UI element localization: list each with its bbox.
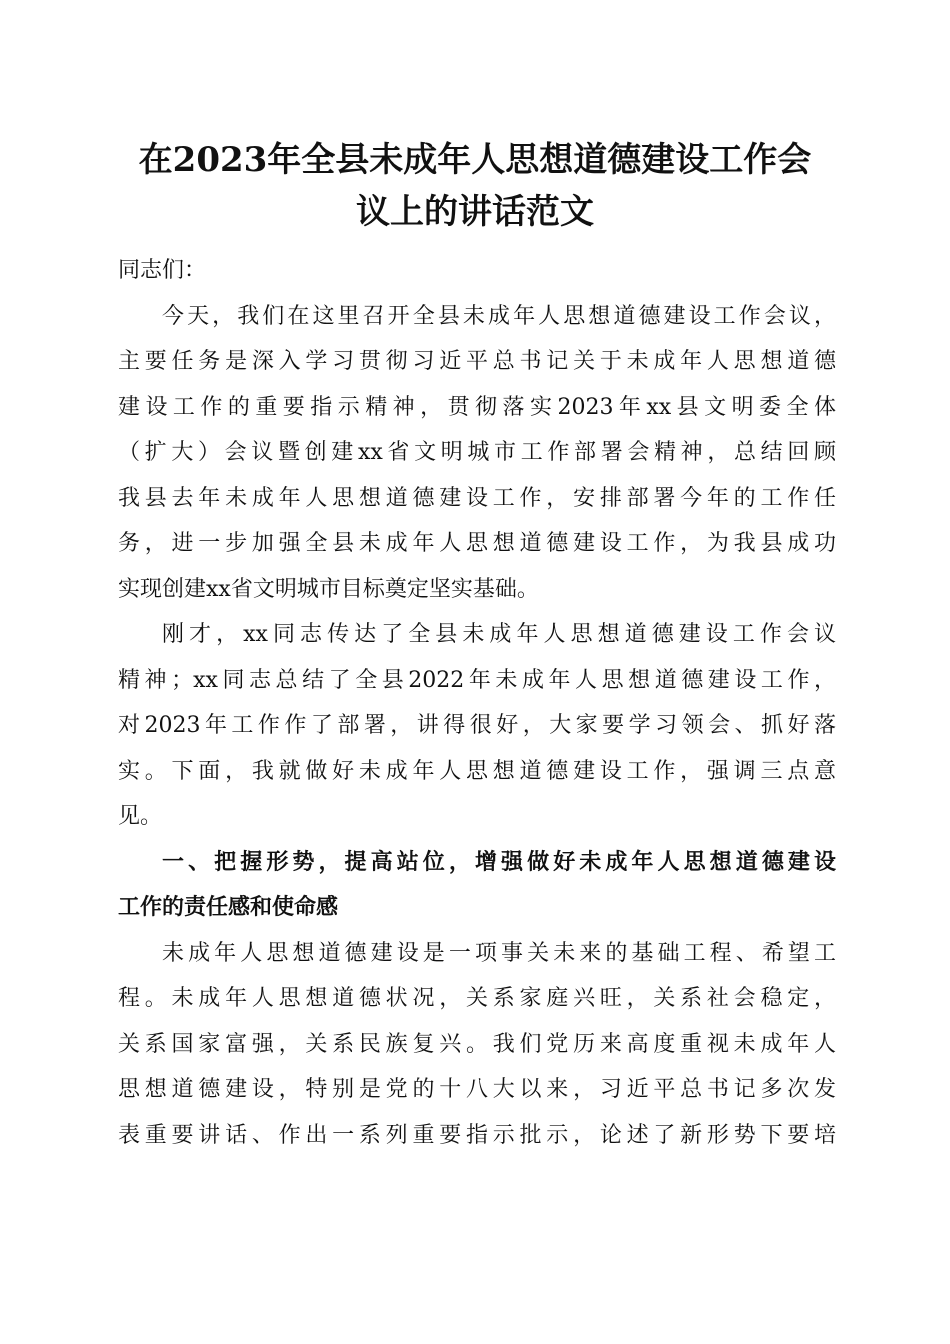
paragraph-line: 程。未成年人思想道德状况，关系家庭兴旺，关系社会稳定，: [118, 986, 836, 1011]
paragraph-line: 未成年人思想道德建设是一项事关未来的基础工程、希望工: [162, 940, 836, 966]
section-heading-1: [118, 840, 836, 931]
salutation: 同志们：: [118, 258, 207, 283]
paragraph-line: 对2023年工作作了部署，讲得很好，大家要学习领会、抓好落: [118, 713, 836, 738]
paragraph-line: 思想道德建设，特别是党的十八大以来，习近平总书记多次发: [118, 1077, 836, 1102]
heading-line: 一、把握形势，提高站位，增强做好未成年人思想道德建设: [162, 849, 836, 875]
paragraph-2: [118, 612, 836, 840]
paragraph-line: 今天，我们在这里召开全县未成年人思想道德建设工作会议，: [162, 303, 836, 329]
paragraph-line: 实现创建xx省文明城市目标奠定坚实基础。: [118, 576, 539, 602]
paragraph-1: [118, 294, 836, 613]
paragraph-line: 主要任务是深入学习贯彻习近平总书记关于未成年人思想道德: [118, 349, 836, 374]
paragraph-line: 我县去年未成年人思想道德建设工作，安排部署今年的工作任: [118, 485, 836, 511]
paragraph-line: 表重要讲话、作出一系列重要指示批示，论述了新形势下要培: [118, 1122, 836, 1148]
paragraph-line: 见。: [118, 804, 163, 829]
paragraph-line: 实。下面，我就做好未成年人思想道德建设工作，强调三点意: [118, 758, 836, 784]
paragraph-line: 务，进一步加强全县未成年人思想道德建设工作，为我县成功: [118, 531, 836, 556]
paragraph-3: [118, 931, 836, 1159]
paragraph-line: 精神；xx同志总结了全县2022年未成年人思想道德建设工作，: [118, 667, 836, 693]
paragraph-line: 刚才，xx同志传达了全县未成年人思想道德建设工作会议: [162, 622, 836, 647]
heading-line: 工作的责任感和使命感: [118, 895, 339, 920]
paragraph-line: 建设工作的重要指示精神，贯彻落实2023年xx县文明委全体: [118, 394, 836, 420]
paragraph-line: （扩大）会议暨创建xx省文明城市工作部署会精神，总结回顾: [118, 440, 836, 465]
document-title: [100, 134, 850, 238]
title-line-2: 议上的讲话范文: [356, 192, 594, 232]
title-line-1: 在2023年全县未成年人思想道德建设工作会: [138, 140, 812, 180]
document-body: [118, 248, 836, 1158]
paragraph-line: 关系国家富强，关系民族复兴。我们党历来高度重视未成年人: [118, 1031, 836, 1057]
